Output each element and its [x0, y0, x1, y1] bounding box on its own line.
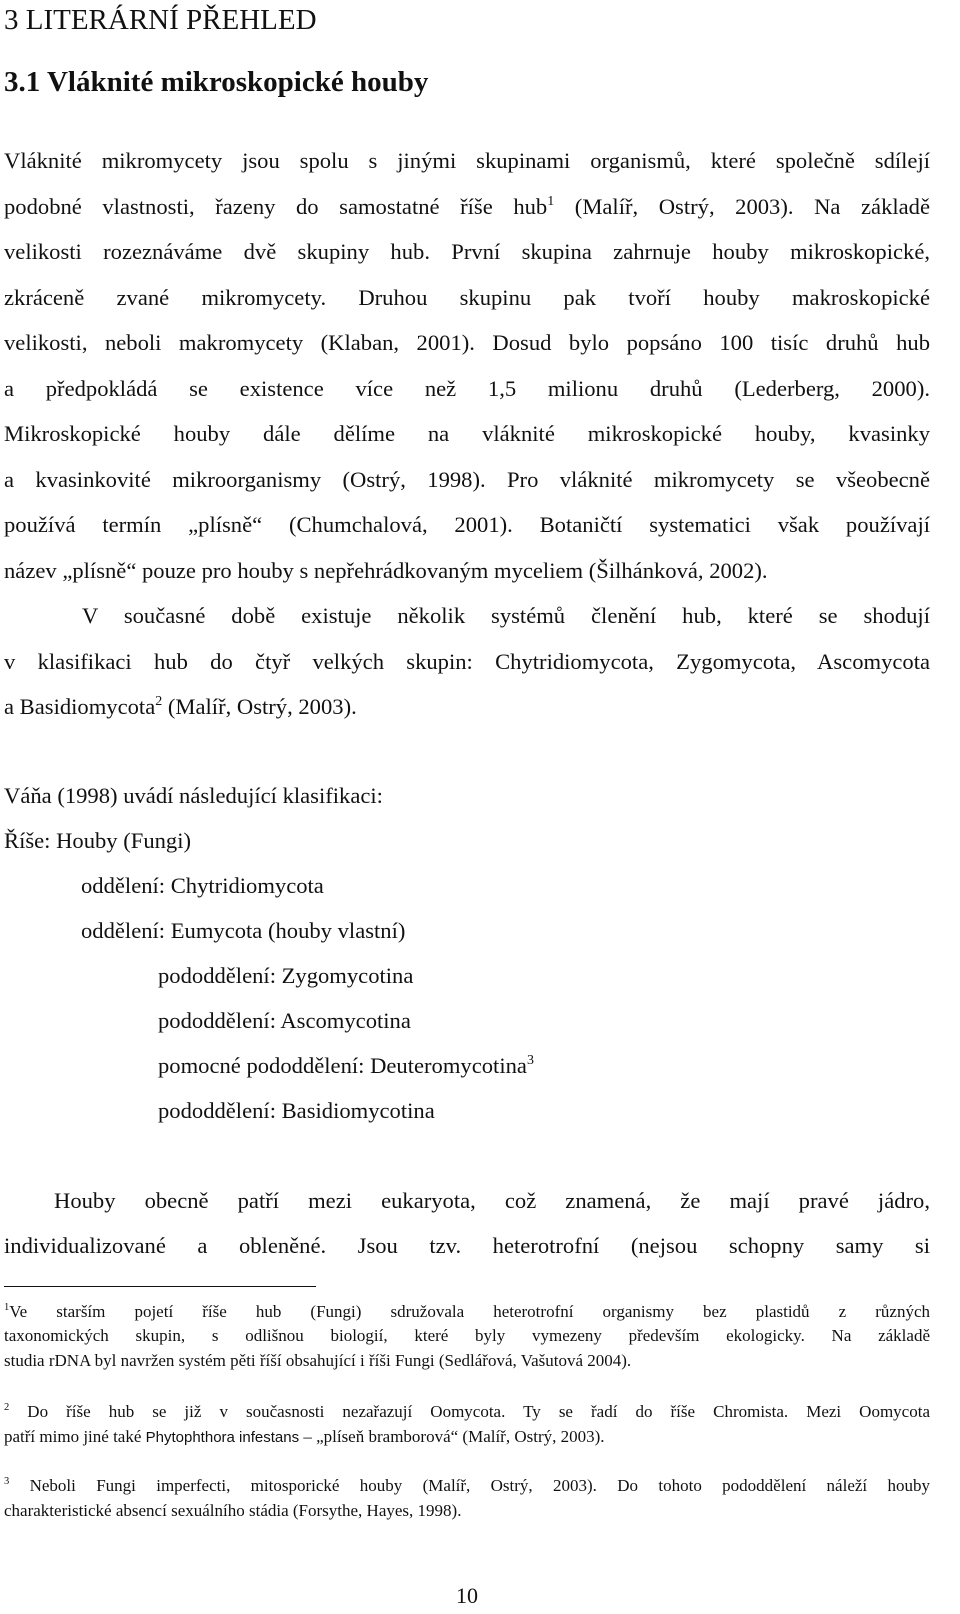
text-line: v klasifikaci hub do čtyř velkých skupin: Chytridiomycota, Zygomycota, Ascomycota — [4, 649, 930, 674]
page-number: 10 — [456, 1583, 478, 1608]
kingdom: Říše: Houby (Fungi) — [4, 828, 192, 853]
division: oddělení: Eumycota (houby vlastní) — [81, 918, 406, 943]
footnote-ref-2: 2 — [155, 694, 163, 710]
footnote-line — [4, 1425, 605, 1450]
subdivision — [158, 1051, 534, 1081]
footnote-mark: 2 — [4, 1402, 10, 1414]
text-segment: podobné vlastnosti, řazeny do samostatné říše hub — [4, 194, 548, 219]
species-name: Phytophthora infestans — [145, 1429, 300, 1446]
text-line: název „plísně“ pouze pro houby s nepřehrádkovaným myceliem (Šilhánková, 2002). — [4, 558, 768, 583]
text-line: V současné době existuje několik systémů členění hub, které se shodují — [82, 603, 930, 628]
text-line: Vláknité mikromycety jsou spolu s jinými skupinami organismů, které společně sdílejí — [4, 148, 930, 173]
footnote-separator — [4, 1286, 316, 1287]
footnote-3 — [4, 1474, 930, 1498]
text-line: Mikroskopické houby dále dělíme na vláknité mikroskopické houby, kvasinky — [4, 421, 930, 446]
footnote-2 — [4, 1400, 930, 1424]
classification-intro: Váňa (1998) uvádí následující klasifikaci: — [4, 783, 383, 808]
text-line: a kvasinkovité mikroorganismy (Ostrý, 1998). Pro vláknité mikromycety se všeobecně — [4, 467, 930, 492]
footnote-line: charakteristické absencí sexuálního stádia (Forsythe, Hayes, 1998). — [4, 1501, 462, 1520]
text-line: zkráceně zvané mikromycety. Druhou skupinu pak tvoří houby makroskopické — [4, 285, 930, 310]
text-segment: Ve starším pojetí říše hub (Fungi) sdružovala heterotrofní organismy bez plastidů z různých — [9, 1302, 930, 1321]
footnote-ref-1: 1 — [547, 194, 555, 210]
text-line: a předpokládá se existence více než 1,5 milionu druhů (Lederberg, 2000). — [4, 376, 930, 401]
subdivision: pododdělení: Zygomycotina — [158, 963, 414, 988]
text-line — [4, 192, 930, 222]
footnote-ref-3: 3 — [526, 1053, 534, 1069]
text-segment: – „plíseň bramborová“ (Malíř, Ostrý, 2003). — [299, 1427, 605, 1446]
text-segment: pomocné pododdělení: Deuteromycotina — [158, 1053, 527, 1078]
chapter-title: 3 LITERÁRNÍ PŘEHLED — [4, 4, 317, 36]
footnote-line: studia rDNA byl navržen systém pěti říší obsahující i říši Fungi (Sedlářová, Vašutová 2004). — [4, 1351, 632, 1370]
text-segment: patří mimo jiné také — [4, 1427, 146, 1446]
subdivision: pododdělení: Basidiomycotina — [158, 1098, 435, 1123]
text-segment: (Malíř, Ostrý, 2003). — [162, 694, 357, 719]
footnote-1 — [4, 1300, 930, 1324]
text-segment: Do říše hub se již v současnosti nezařazují Oomycota. Ty se řadí do říše Chromista. Mezi Oomycota — [9, 1402, 930, 1421]
text-line: individualizované a obleněné. Jsou tzv. heterotrofní (nejsou schopny samy si — [4, 1233, 930, 1258]
footnote-line: taxonomických skupin, s odlišnou biologií, které byly vymezeny především ekologicky. Na základě — [4, 1326, 930, 1345]
footnote-mark: 1 — [4, 1302, 10, 1314]
text-segment: Neboli Fungi imperfecti, mitosporické houby (Malíř, Ostrý, 2003). Do tohoto pododdělení náleží houby — [9, 1476, 930, 1495]
text-segment: a Basidiomycota — [4, 694, 156, 719]
footnote-mark: 3 — [4, 1476, 10, 1488]
text-line: používá termín „plísně“ (Chumchalová, 2001). Botaničtí systematici však používají — [4, 512, 930, 537]
text-line: Houby obecně patří mezi eukaryota, což znamená, že mají pravé jádro, — [54, 1188, 930, 1213]
subdivision: pododdělení: Ascomycotina — [158, 1008, 411, 1033]
division: oddělení: Chytridiomycota — [81, 873, 324, 898]
text-line — [4, 692, 357, 722]
text-segment: (Malíř, Ostrý, 2003). Na základě — [554, 194, 930, 219]
text-line: velikosti rozeznáváme dvě skupiny hub. První skupina zahrnuje houby mikroskopické, — [4, 239, 930, 264]
text-line: velikosti, neboli makromycety (Klaban, 2001). Dosud bylo popsáno 100 tisíc druhů hub — [4, 330, 930, 355]
section-title: 3.1 Vláknité mikroskopické houby — [4, 66, 429, 98]
